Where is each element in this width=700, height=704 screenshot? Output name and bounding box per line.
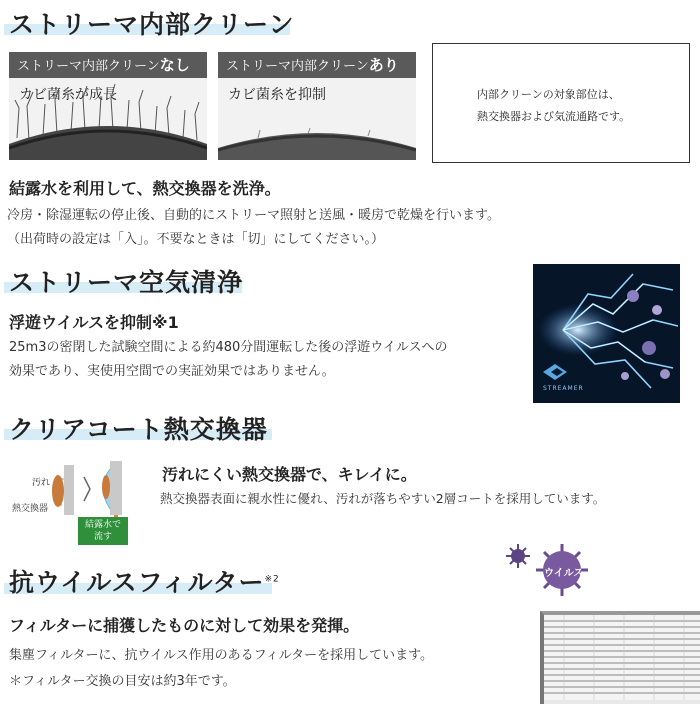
section2-headline: 浮遊ウイルスを抑制※1: [9, 313, 179, 332]
compare-with-image: [218, 52, 416, 160]
target-parts-note: [432, 43, 690, 163]
streamer-lightning-illustration: [533, 264, 680, 403]
section3-headline: 汚れにくい熱交換器で、キレイに。: [162, 465, 417, 484]
dirt-label: 汚れ: [32, 478, 51, 488]
section2-title: ストリーマ空気清浄: [9, 268, 244, 297]
section2-body-line1: 25m3の密閉した試験空間による約480分間運転した後の浮遊ウイルスへの: [9, 340, 448, 355]
streamer-image: [533, 264, 680, 403]
filter-image: [540, 611, 700, 704]
section4-title: 抗ウイルスフィルター$^{※2}$: [9, 568, 280, 597]
compare-with-caption: カビ菌糸を抑制: [228, 87, 326, 103]
compare-without-image: [9, 52, 207, 160]
section4-title-note: ※2: [264, 574, 280, 585]
note-line-1: 内部クリーンの対象部位は、: [477, 88, 620, 101]
section4-body-line2: ＊フィルター交換の目安は約3年です。: [9, 674, 236, 689]
compare-with-label: ストリーマ内部クリーンあり: [218, 52, 416, 78]
compare-without-label: ストリーマ内部クリーンなし: [9, 52, 207, 78]
section3-body-line1: 熱交換器表面に親水性に優れ、汚れが落ちやすい2層コートを採用しています。: [160, 491, 606, 506]
section2-body-line2: 効果であり、実使用空間での実証効果ではありません。: [9, 364, 335, 379]
rinse-badge: 結露水で 流す: [78, 517, 128, 545]
mold-growth-illustration: [9, 78, 207, 160]
streamer-logo-text: STREAMER: [543, 385, 584, 392]
note-line-2: 熱交換器および気流通路です。: [477, 110, 631, 123]
section1-body-line2: （出荷時の設定は「入」。不要なときは「切」にしてください。）: [7, 232, 385, 247]
section3-title: クリアコート熱交換器: [9, 415, 268, 444]
section4-headline: フィルターに捕獲したものに対して効果を発揮。: [9, 616, 360, 635]
compare-without-caption: カビ菌糸が成長: [19, 87, 117, 103]
section1-title: ストリーマ内部クリーン: [9, 10, 295, 39]
filter-mesh-illustration: [544, 615, 700, 700]
mold-suppressed-illustration: [218, 78, 416, 160]
exchanger-label: 熱交換器: [12, 504, 49, 514]
small-virus-icon: [506, 544, 530, 568]
clear-coat-diagram: [10, 457, 146, 545]
section4-body-line1: 集塵フィルターに、抗ウイルス作用のあるフィルターを採用しています。: [9, 648, 434, 663]
section1-headline: 結露水を利用して、熱交換器を洗浄。: [9, 179, 281, 198]
virus-label: ウイルス: [544, 568, 584, 579]
section1-body-line1: 冷房・除湿運転の停止後、自動的にストリーマ照射と送風・暖房で乾燥を行います。: [7, 208, 500, 223]
